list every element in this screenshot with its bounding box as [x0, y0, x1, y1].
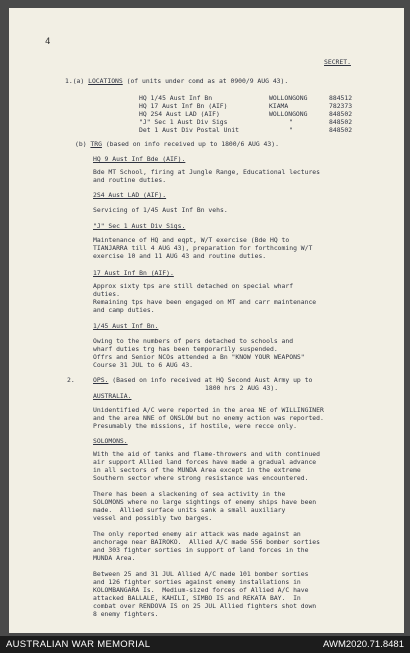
- unit-heading: "J" Sec 1 Aust Div Sigs.: [93, 222, 186, 230]
- para-line: attacked BALLALE, KAHILI, SIMBO IS and REKATA BAY. In: [93, 594, 301, 602]
- unit-text-line: wharf duties trg has been temporarily suspended.: [93, 345, 278, 353]
- unit-text-line: Servicing of 1/45 Aust Inf Bn vehs.: [93, 206, 228, 214]
- location-unit: HQ 2S4 Aust LAD (AIF): [139, 110, 220, 118]
- section-2-number: 2.: [67, 376, 75, 384]
- para-line: KOLOMBANGARA Is. Medium-sized forces of Allied A/C have: [93, 586, 309, 594]
- classification-header: SECRET.: [324, 58, 351, 66]
- unit-heading: 2S4 Aust LAD (AIF).: [93, 191, 167, 199]
- para-line: Between 25 and 31 JUL Allied A/C made 101 bomber sorties: [93, 570, 309, 578]
- unit-text-line: Bde MT School, firing at Jungle Range, Educational lectures: [93, 168, 321, 176]
- ops-heading-rest-2: 1800 hrs 2 AUG 43).: [205, 384, 279, 392]
- unit-heading: HQ 9 Aust Inf Bde (AIF).: [93, 155, 186, 163]
- para-line: and 126 fighter sorties against enemy installations in: [93, 578, 301, 586]
- para-line: and 303 fighter sorties in support of land forces in the: [93, 546, 309, 554]
- trg-heading: TRG: [90, 140, 102, 148]
- para-line: combat over RENDOVA IS on 25 JUL Allied fighters shot down: [93, 602, 317, 610]
- unit-text-line: exercise 10 and 11 AUG 43 and routine duties.: [93, 252, 267, 260]
- margin-mark: 4: [45, 37, 51, 47]
- locations-heading-rest: (of units under comd as at 0900/9 AUG 43).: [126, 77, 289, 85]
- unit-heading: 1/45 Aust Inf Bn.: [93, 322, 159, 330]
- archive-footer: [0, 636, 410, 653]
- unit-text-line: duties.: [93, 290, 120, 298]
- location-unit: "J" Sec 1 Aust Div Sigs: [139, 118, 228, 126]
- para-line: vessel and possibly two barges.: [93, 514, 213, 522]
- para-line: The only reported enemy air attack was made against an: [93, 530, 301, 538]
- location-code: 848502: [329, 110, 353, 118]
- section-1-heading: [65, 77, 288, 86]
- location-code: 782373: [329, 102, 353, 110]
- unit-heading: 17 Aust Inf Bn (AIF).: [93, 269, 174, 277]
- location-code: 848502: [329, 126, 353, 134]
- document-page: [9, 8, 404, 633]
- unit-text-line: Owing to the numbers of pers detached to schools and: [93, 337, 294, 345]
- unit-text-line: Maintenance of HQ and eqpt, W/T exercise (Bde HQ to: [93, 236, 290, 244]
- location-place: ": [289, 118, 293, 126]
- trg-heading-rest: (based on info received up to 1800/6 AUG 43).: [105, 140, 279, 148]
- footer-institution: AUSTRALIAN WAR MEMORIAL: [6, 639, 151, 650]
- para-line: MUNDA Area.: [93, 554, 136, 562]
- unit-text-line: Course 31 JUL to 6 AUG 43.: [93, 361, 194, 369]
- para-line: and the area NNE of ONSLOW but no enemy action was reported.: [93, 414, 324, 422]
- para-line: in all sectors of the MUNDA Area except in the extreme: [93, 466, 301, 474]
- location-place: WOLLONGONG: [269, 110, 308, 118]
- para-line: Unidentified A/C were reported in the area NE of WILLINGINER: [93, 406, 324, 414]
- para-line: Southern sector where strong resistance was encountered.: [93, 474, 309, 482]
- location-place: ": [289, 126, 293, 134]
- location-place: KIAMA: [269, 102, 289, 110]
- unit-text-line: and routine duties.: [93, 176, 167, 184]
- region-heading-australia: AUSTRALIA.: [93, 392, 132, 400]
- location-code: 848502: [329, 118, 353, 126]
- para-line: Presumably the missions, if hostile, were recce only.: [93, 422, 297, 430]
- unit-text-line: Remaining tps have been engaged on MT and carr maintenance: [93, 298, 317, 306]
- para-line: 8 enemy fighters.: [93, 610, 159, 618]
- para-line: anchorage near BAIROKO. Allied A/C made 556 bomber sorties: [93, 538, 321, 546]
- location-unit: HQ 17 Aust Inf Bn (AIF): [139, 102, 228, 110]
- unit-text-line: Approx sixty tps are still detached on special wharf: [93, 282, 294, 290]
- subsection-label: (b): [75, 140, 87, 148]
- ops-heading-rest: (Based on info received at HQ Second Aust Army up to: [112, 376, 313, 384]
- para-line: There has been a slackening of sea activity in the: [93, 490, 286, 498]
- location-unit: HQ 1/45 Aust Inf Bn: [139, 94, 213, 102]
- unit-text-line: TIANJARRA till 4 AUG 43), preparation for forthcoming W/T: [93, 244, 313, 252]
- ops-heading: [93, 376, 312, 385]
- locations-heading: LOCATIONS: [88, 77, 123, 85]
- footer-accession-number: AWM2020.71.8481: [323, 639, 404, 650]
- unit-text-line: Offrs and Senior NCOs attended a Bn "KNOW YOUR WEAPONS": [93, 353, 305, 361]
- para-line: With the aid of tanks and flame-throwers and with continued: [93, 450, 321, 458]
- para-line: air support Allied land forces have made a gradual advance: [93, 458, 317, 466]
- section-number: 1.(a): [65, 77, 85, 85]
- unit-text-line: and camp duties.: [93, 306, 155, 314]
- para-line: SOLOMONS where no large sightings of enemy ships have been: [93, 498, 317, 506]
- para-line: made. Allied surface units sank a small auxiliary: [93, 506, 286, 514]
- training-heading: [75, 140, 279, 149]
- location-unit: Det 1 Aust Div Postal Unit: [139, 126, 240, 134]
- location-code: 884512: [329, 94, 353, 102]
- ops-label: OPS.: [93, 376, 109, 384]
- location-place: WOLLONGONG: [269, 94, 308, 102]
- region-heading-solomons: SOLOMONS.: [93, 437, 128, 445]
